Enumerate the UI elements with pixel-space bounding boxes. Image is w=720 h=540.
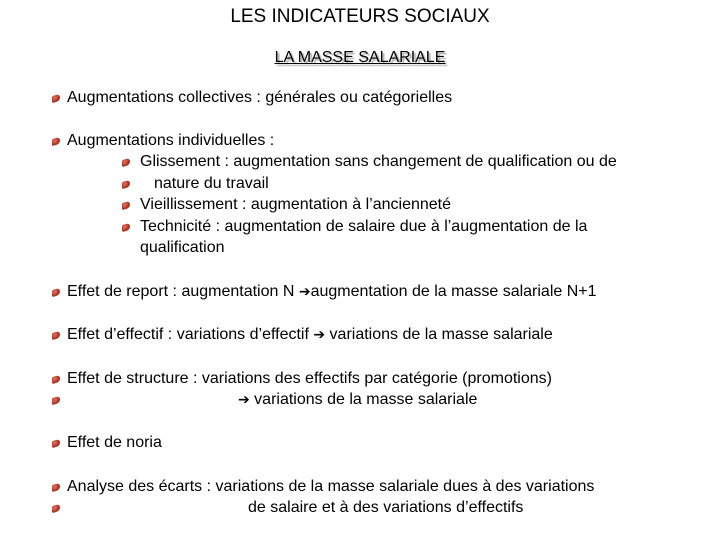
report-text-b: augmentation de la masse salariale N+1 xyxy=(310,283,597,300)
arrow-right-icon: ➔ xyxy=(298,284,311,300)
bullet-icon xyxy=(122,180,130,189)
sub-bullet-glissement-cont: nature du travail xyxy=(154,175,269,192)
bullet-icon xyxy=(52,396,60,405)
bullet-ecarts-cont: de salaire et à des variations d’effectifs xyxy=(248,499,524,516)
bullet-collectives: Augmentations collectives : générales ou catégorielles xyxy=(67,89,453,106)
bullet-icon xyxy=(52,94,60,103)
bullet-icon xyxy=(122,158,130,167)
bullet-icon xyxy=(52,331,60,340)
effectif-text-b: variations de la masse salariale xyxy=(325,326,553,343)
arrow-right-icon: ➔ xyxy=(238,392,250,408)
bullet-icon xyxy=(52,439,60,448)
bullet-icon xyxy=(52,504,60,513)
report-text-a: Effet de report : augmentation N xyxy=(67,283,299,300)
sub-bullet-vieillissement: Vieillissement : augmentation à l’ancienneté xyxy=(140,196,452,213)
structure-text-b: variations de la masse salariale xyxy=(249,391,478,408)
sub-bullet-technicite-cont: qualification xyxy=(140,239,225,256)
bullet-effectif xyxy=(67,325,553,345)
sub-bullet-glissement: Glissement : augmentation sans changement de qualification ou de xyxy=(140,153,617,170)
bullet-noria: Effet de noria xyxy=(67,434,162,451)
bullet-icon xyxy=(122,223,130,232)
arrow-right-icon: ➔ xyxy=(313,327,326,343)
bullet-icon xyxy=(122,201,130,210)
bullet-individuelles: Augmentations individuelles : xyxy=(67,132,275,149)
bullet-icon xyxy=(52,288,60,297)
bullet-structure-cont xyxy=(238,390,477,410)
bullet-ecarts: Analyse des écarts : variations de la masse salariale dues à des variations xyxy=(67,478,595,495)
bullet-icon xyxy=(52,375,60,384)
slide-subtitle: LA MASSE SALARIALE xyxy=(274,49,446,66)
effectif-text-a: Effet d’effectif : variations d’effectif xyxy=(67,326,314,343)
bullet-structure: Effet de structure : variations des effectifs par catégorie (promotions) xyxy=(67,370,552,387)
bullet-icon xyxy=(52,483,60,492)
sub-bullet-technicite: Technicité : augmentation de salaire due à l’augmentation de la xyxy=(140,218,588,235)
slide-title: LES INDICATEURS SOCIAUX xyxy=(230,6,490,27)
bullet-icon xyxy=(52,137,60,146)
bullet-report xyxy=(67,282,597,302)
